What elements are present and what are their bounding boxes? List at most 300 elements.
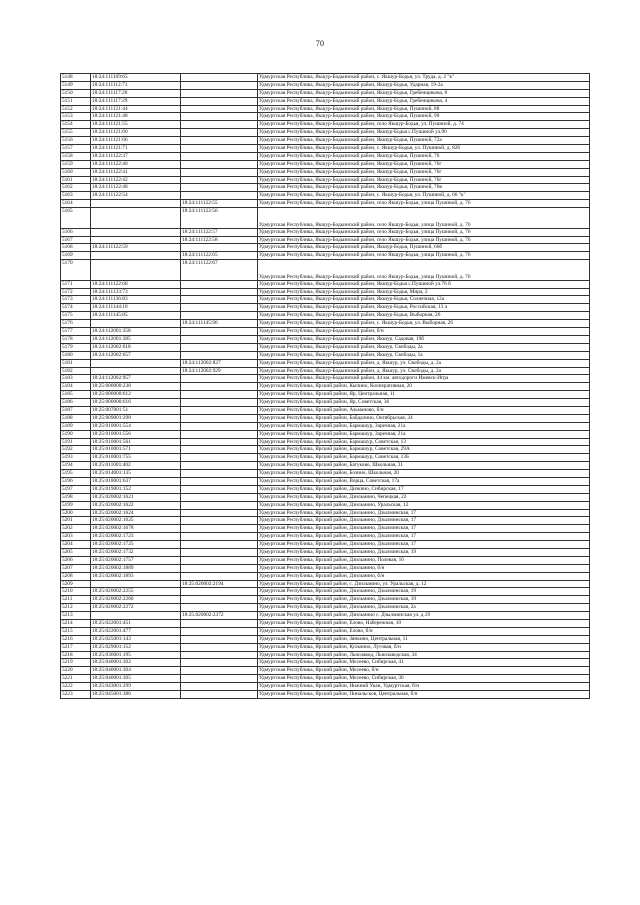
cadastral-number-cell: 18:25:020002:1624	[91, 509, 181, 517]
cadastral-number-cell: 18:25:045001:386	[91, 691, 181, 699]
table-row	[61, 200, 590, 208]
cadastral-number-cell: 18:25:010001:571	[91, 446, 181, 454]
address-cell: Удмуртская Республика, Ярский район, Дзильмино, Дзылминская, 19	[258, 588, 590, 596]
cadastral-number-cell	[91, 367, 181, 375]
row-number-cell: 5175	[61, 312, 91, 320]
cadastral-number-alt-cell	[181, 675, 258, 683]
cadastral-number-cell: 18:25:020002:1621	[91, 493, 181, 501]
address-cell: Удмуртская Республика, Ярский район, Дзильмино, Полевая, 16	[258, 556, 590, 564]
cadastral-number-cell	[91, 200, 181, 208]
cadastral-number-alt-cell: 18:25:020002:2372	[181, 612, 258, 620]
address-cell: Удмуртская Республика, Якшур-Бодьинский район, Якшур-Бодья, Пушиной, 76г	[258, 176, 590, 184]
cadastral-number-alt-cell	[181, 604, 258, 612]
row-number-cell: 5171	[61, 280, 91, 288]
address-cell: Удмуртская Республика, Якшур-Бодьинский район, Якшур-Бодья, Пушиной, 66б	[258, 244, 590, 252]
cadastral-number-alt-cell	[181, 509, 258, 517]
cadastral-number-cell: 18:25:000000:616	[91, 399, 181, 407]
cadastral-number-alt-cell	[181, 683, 258, 691]
address-cell: Удмуртская Республика, Ярский район, Дзильмино, Дзылминская, 19	[258, 548, 590, 556]
row-number-cell: 5149	[61, 81, 91, 89]
row-number-cell: 5164	[61, 200, 91, 208]
cadastral-number-cell: 18:24:111117:29	[91, 97, 181, 105]
row-number-cell: 5209	[61, 580, 91, 588]
cadastral-number-alt-cell	[181, 446, 258, 454]
table-row	[61, 145, 590, 153]
address-cell: Удмуртская Республика, Ярский район, Дзильмино, Уральская, 12	[258, 501, 590, 509]
cadastral-number-cell: 18:24:111136:83	[91, 296, 181, 304]
cadastral-number-cell: 18:24:111121:71	[91, 145, 181, 153]
row-number-cell: 5174	[61, 304, 91, 312]
table-row	[61, 462, 590, 470]
cadastral-number-alt-cell	[181, 470, 258, 478]
cadastral-number-alt-cell: 18:24:111122:65	[181, 252, 258, 260]
address-cell: Удмуртская Республика, Ярский район, Кычино, Кооперативная, 20	[258, 383, 590, 391]
table-row	[61, 588, 590, 596]
table-row	[61, 192, 590, 200]
cadastral-number-alt-cell	[181, 176, 258, 184]
cadastral-number-cell: 18:25:014001:135	[91, 470, 181, 478]
row-number-cell: 5191	[61, 438, 91, 446]
row-number-cell: 5208	[61, 572, 91, 580]
row-number-cell: 5214	[61, 620, 91, 628]
cadastral-number-cell: 18:25:029001:152	[91, 643, 181, 651]
row-number-cell: 5196	[61, 477, 91, 485]
address-cell: Удмуртская Республика, Ярский район, Дзильмино, Дзылминская, 17	[258, 509, 590, 517]
table-row	[61, 470, 590, 478]
cadastral-number-cell: 18:24:111122:37	[91, 152, 181, 160]
address-cell: Удмуртская Республика, Ярский район, Кульчино, Луговая, б/н	[258, 643, 590, 651]
row-number-cell: 5215	[61, 627, 91, 635]
cadastral-number-cell	[91, 236, 181, 244]
cadastral-number-cell: 18:25:020002:1757	[91, 556, 181, 564]
cadastral-number-alt-cell	[181, 343, 258, 351]
cadastral-number-alt-cell: 18:24:111145:90	[181, 320, 258, 328]
cadastral-number-alt-cell: 18:24:111122:55	[181, 200, 258, 208]
table-row	[61, 81, 590, 89]
row-number-cell: 5161	[61, 176, 91, 184]
address-cell: Удмуртская Республика, Ярский район, Бармашур, Советская, 29А	[258, 446, 590, 454]
cadastral-number-alt-cell	[181, 304, 258, 312]
cadastral-number-alt-cell	[181, 667, 258, 675]
row-number-cell: 5202	[61, 525, 91, 533]
address-cell: Удмуртская Республика, Якшур-Бодьинский район, Якшур-Бодья, Мира, 2	[258, 288, 590, 296]
row-number-cell: 5170	[61, 260, 91, 281]
cadastral-number-alt-cell	[181, 643, 258, 651]
address-cell: Удмуртская Республика, Якшур-Бодьинский район, Якшур-Бодья, Ударная, 19-2а	[258, 81, 590, 89]
address-cell: Удмуртская Республика, Якшур-Бодьинский район, с. Якшур-Бодья, ул. Труда, д. 2 "к"	[258, 74, 590, 82]
cadastral-number-alt-cell	[181, 375, 258, 383]
table-row	[61, 312, 590, 320]
address-cell: Удмуртская Республика, Якшур-Бодьинский район, Якшур-Бодья, Пушиной, 72а	[258, 137, 590, 145]
table-row	[61, 399, 590, 407]
table-row	[61, 335, 590, 343]
row-number-cell: 5206	[61, 556, 91, 564]
cadastral-number-cell: 18:24:111122:48	[91, 184, 181, 192]
row-number-cell: 5185	[61, 391, 91, 399]
cadastral-number-cell: 18:25:020002:1889	[91, 564, 181, 572]
cadastral-number-cell: 18:24:112002:618	[91, 343, 181, 351]
address-cell: Удмуртская Республика, Якшур-Бодьинский район, с. Якшур-Бодья, ул. Выборная, 26	[258, 320, 590, 328]
cadastral-number-cell: 18:24:111122:68	[91, 280, 181, 288]
address-cell: Удмуртская Республика, Ярский район, Яр, Центральная, 11	[258, 391, 590, 399]
address-cell: Удмуртская Республика, Ярский район, Пинальсков, Центральная, б/н	[258, 691, 590, 699]
cadastral-number-cell: 18:24:112002:957	[91, 375, 181, 383]
table-row	[61, 121, 590, 129]
table-row	[61, 168, 590, 176]
table-row	[61, 406, 590, 414]
cadastral-number-cell: 18:25:000000:238	[91, 383, 181, 391]
table-row	[61, 430, 590, 438]
table-row	[61, 675, 590, 683]
address-cell: Удмуртская Республика, Якшур-Бодьинский район, 44 км. автодороги Ижевск-Игра	[258, 375, 590, 383]
cadastral-number-alt-cell: 18:24:111122:57	[181, 228, 258, 236]
cadastral-number-alt-cell	[181, 288, 258, 296]
table-row	[61, 228, 590, 236]
cadastral-number-alt-cell	[181, 525, 258, 533]
cadastral-number-alt-cell	[181, 493, 258, 501]
row-number-cell: 5217	[61, 643, 91, 651]
cadastral-number-alt-cell	[181, 184, 258, 192]
address-cell: Удмуртская Республика, Якшур-Бодьинский район, Якшур-Бодья, Гребенщикова, 8	[258, 89, 590, 97]
row-number-cell: 5162	[61, 184, 91, 192]
row-number-cell: 5154	[61, 121, 91, 129]
cadastral-number-alt-cell	[181, 462, 258, 470]
address-cell: Удмуртская Республика, Якшур-Бодьинский район, Якшур-Бодья, Российская, 13 а	[258, 304, 590, 312]
address-cell: Удмуртская Республика, Ярский район, Дзильмино с. Дзылминская ул. д.19	[258, 612, 590, 620]
table-row	[61, 129, 590, 137]
cadastral-number-cell: 18:24:111145:85	[91, 312, 181, 320]
address-cell: Удмуртская Республика, Якшур-Бодьинский район, Якшур, Свободы, 2а	[258, 343, 590, 351]
cadastral-number-alt-cell	[181, 548, 258, 556]
cadastral-number-cell: 18:25:019001:152	[91, 485, 181, 493]
cadastral-number-alt-cell	[181, 635, 258, 643]
table-row	[61, 351, 590, 359]
row-number-cell: 5203	[61, 533, 91, 541]
row-number-cell: 5158	[61, 152, 91, 160]
cadastral-number-cell: 18:25:020002:1723	[91, 533, 181, 541]
address-cell: Удмуртская Республика, Якшур-Бодьинский район, Якшур-Бодья, Пушиной, 76г	[258, 160, 590, 168]
table-row	[61, 485, 590, 493]
table-row	[61, 659, 590, 667]
cadastral-number-alt-cell	[181, 160, 258, 168]
table-row	[61, 343, 590, 351]
table-row	[61, 422, 590, 430]
address-cell: Удмуртская Республика, Ярский район, Дзильмино, Дзылминская, 17	[258, 541, 590, 549]
address-cell: Удмуртская Республика, Ярский район, Дзильмино, б/н	[258, 564, 590, 572]
address-cell: Удмуртская Республика, Ярский район, Мосеево, Сибирская, 41	[258, 659, 590, 667]
table-row	[61, 97, 590, 105]
row-number-cell: 5186	[61, 399, 91, 407]
table-row	[61, 691, 590, 699]
table-row	[61, 288, 590, 296]
table-row	[61, 627, 590, 635]
table-row	[61, 564, 590, 572]
cadastral-number-cell: 18:25:043001:299	[91, 683, 181, 691]
address-cell: Удмуртская Республика, Ярский район, Бозино, Школьная, 20	[258, 470, 590, 478]
address-cell: Удмуртская Республика, Якшур-Бодьинский район, село Якшур-Бодья, улица Пушиной, д. 76	[258, 260, 590, 281]
address-cell: Удмуртская Республика, Якшур-Бодьинский район, Якшур-Бодья, Пушиной, 76г	[258, 168, 590, 176]
address-cell: Удмуртская Республика, Якшур-Бодьинский район, Якшур-Бодья с.Пушиной ул.76 б	[258, 280, 590, 288]
address-cell: Удмуртская Республика, Якшур-Бодьинский район, Якшур-Бодья с.Пушиной ул.90	[258, 129, 590, 137]
row-number-cell: 5193	[61, 454, 91, 462]
cadastral-number-alt-cell	[181, 351, 258, 359]
cadastral-number-cell: 18:24:112001:358	[91, 328, 181, 336]
cadastral-number-alt-cell	[181, 399, 258, 407]
table-row	[61, 596, 590, 604]
table-row	[61, 548, 590, 556]
row-number-cell: 5150	[61, 89, 91, 97]
cadastral-number-cell: 18:25:007001:51	[91, 406, 181, 414]
address-cell: Удмуртская Республика, Ярский район, с. Дзильмино, ул. Уральская, д. 12	[258, 580, 590, 588]
cadastral-number-alt-cell	[181, 651, 258, 659]
cadastral-number-cell	[91, 580, 181, 588]
table-row	[61, 501, 590, 509]
address-cell: Удмуртская Республика, Якшур-Бодьинский район, Якшур-Бодья, Пушиной, 88	[258, 105, 590, 113]
row-number-cell: 5221	[61, 675, 91, 683]
cadastral-number-alt-cell	[181, 414, 258, 422]
cadastral-number-cell: 18:24:111121:66	[91, 137, 181, 145]
row-number-cell: 5195	[61, 470, 91, 478]
table-row	[61, 446, 590, 454]
table-row	[61, 260, 590, 281]
row-number-cell: 5160	[61, 168, 91, 176]
cadastral-number-alt-cell	[181, 312, 258, 320]
row-number-cell: 5165	[61, 208, 91, 229]
row-number-cell: 5194	[61, 462, 91, 470]
cadastral-number-cell	[91, 208, 181, 229]
address-cell: Удмуртская Республика, Якшур-Бодьинский район, село Якшур-Бодья, улица Пушиной, д. 76	[258, 200, 590, 208]
address-cell: Удмуртская Республика, Ярский район, Дзильмино, Дзылминская, 17	[258, 533, 590, 541]
row-number-cell: 5201	[61, 517, 91, 525]
cadastral-number-alt-cell	[181, 152, 258, 160]
cadastral-number-cell: 18:24:111122:59	[91, 244, 181, 252]
cadastral-number-alt-cell	[181, 691, 258, 699]
cadastral-number-alt-cell	[181, 74, 258, 82]
cadastral-number-cell: 18:24:111144:18	[91, 304, 181, 312]
table-row	[61, 367, 590, 375]
cadastral-number-cell: 18:24:112002:657	[91, 351, 181, 359]
table-row	[61, 328, 590, 336]
row-number-cell: 5207	[61, 564, 91, 572]
cadastral-number-alt-cell: 18:24:111122:67	[181, 260, 258, 281]
table-row	[61, 252, 590, 260]
cadastral-number-cell: 18:25:025001:143	[91, 635, 181, 643]
cadastral-number-alt-cell	[181, 168, 258, 176]
address-cell: Удмуртская Республика, Ярский район, Мосеево, б/н	[258, 667, 590, 675]
cadastral-number-cell: 18:24:111122:54	[91, 192, 181, 200]
row-number-cell: 5218	[61, 651, 91, 659]
address-cell: Удмуртская Республика, Якшур-Бодьинский район, Якшур, Свободы, 1а	[258, 351, 590, 359]
row-number-cell: 5220	[61, 667, 91, 675]
address-cell: Удмуртская Республика, Ярский район, Бармашур, Советская, 13Б	[258, 454, 590, 462]
address-cell: Удмуртская Республика, Ярский район, Дизкино, Сибирская, 17	[258, 485, 590, 493]
row-number-cell: 5153	[61, 113, 91, 121]
cadastral-number-cell: 18:24:111133:73	[91, 288, 181, 296]
cadastral-number-alt-cell	[181, 501, 258, 509]
address-cell: Удмуртская Республика, Ярский район, Дзильмино, Дзылминская, 17	[258, 525, 590, 533]
cadastral-number-alt-cell	[181, 145, 258, 153]
address-cell: Удмуртская Республика, Ярский район, Мосеево, Сибирская, 30	[258, 675, 590, 683]
row-number-cell: 5219	[61, 659, 91, 667]
row-number-cell: 5200	[61, 509, 91, 517]
row-number-cell: 5216	[61, 635, 91, 643]
cadastral-number-alt-cell	[181, 454, 258, 462]
cadastral-number-cell: 18:25:000000:612	[91, 391, 181, 399]
address-cell: Удмуртская Республика, Якшур-Бодьинский район, Якшур-Бодья, Выборная, 26	[258, 312, 590, 320]
table-row	[61, 296, 590, 304]
table-row	[61, 612, 590, 620]
cadastral-number-alt-cell	[181, 89, 258, 97]
table-row	[61, 541, 590, 549]
cadastral-number-alt-cell	[181, 391, 258, 399]
row-number-cell: 5188	[61, 414, 91, 422]
row-number-cell: 5223	[61, 691, 91, 699]
cadastral-number-cell: 18:24:111122:40	[91, 160, 181, 168]
page-number: 70	[315, 39, 325, 48]
cadastral-number-cell	[91, 228, 181, 236]
address-cell: Удмуртская Республика, Якшур-Бодьинский район, село Якшур-Бодья, ул. Пушиной, д. 74	[258, 121, 590, 129]
cadastral-number-cell: 18:24:111121:48	[91, 113, 181, 121]
cadastral-number-cell: 18:25:040001:302	[91, 659, 181, 667]
cadastral-number-alt-cell	[181, 383, 258, 391]
cadastral-number-cell: 18:25:022001:477	[91, 627, 181, 635]
row-number-cell: 5205	[61, 548, 91, 556]
table-row	[61, 683, 590, 691]
table-row	[61, 236, 590, 244]
cadastral-number-cell: 18:25:020002:1622	[91, 501, 181, 509]
cadastral-number-alt-cell	[181, 541, 258, 549]
row-number-cell: 5155	[61, 129, 91, 137]
cadastral-number-cell: 18:25:009001:298	[91, 414, 181, 422]
cadastral-number-alt-cell	[181, 422, 258, 430]
row-number-cell: 5212	[61, 604, 91, 612]
row-number-cell: 5176	[61, 320, 91, 328]
table-row	[61, 208, 590, 229]
cadastral-number-cell	[91, 320, 181, 328]
cadastral-number-alt-cell	[181, 192, 258, 200]
row-number-cell: 5210	[61, 588, 91, 596]
address-cell: Удмуртская Республика, Ярский район, Дзильмино, б/н	[258, 572, 590, 580]
address-cell: Удмуртская Республика, Ярский район, Елово, б/н	[258, 627, 590, 635]
cadastral-number-alt-cell	[181, 620, 258, 628]
cadastral-number-cell: 18:25:020002:1725	[91, 541, 181, 549]
row-number-cell: 5152	[61, 105, 91, 113]
cadastral-number-alt-cell: 18:24:111122:56	[181, 208, 258, 229]
row-number-cell: 5159	[61, 160, 91, 168]
cadastral-number-alt-cell: 18:24:112002:827	[181, 359, 258, 367]
table-row	[61, 304, 590, 312]
row-number-cell: 5192	[61, 446, 91, 454]
cadastral-number-alt-cell	[181, 430, 258, 438]
table-row	[61, 280, 590, 288]
cadastral-number-alt-cell	[181, 406, 258, 414]
table-row	[61, 160, 590, 168]
address-cell: Удмуртская Республика, Якшур-Бодьинский район, Якшур-Бодья, Пушиной, 76	[258, 152, 590, 160]
address-cell: Удмуртская Республика, Ярский район, Байдалино, Октябрьская, 24	[258, 414, 590, 422]
table-row	[61, 375, 590, 383]
address-cell: Удмуртская Республика, Ярский район, Льнозавод, Льнозаводская, 34	[258, 651, 590, 659]
table-row	[61, 651, 590, 659]
cadastral-number-cell: 18:24:111122:42	[91, 176, 181, 184]
address-cell: Удмуртская Республика, Ярский район, Нижний Укан, Удмуртская, б/н	[258, 683, 590, 691]
address-cell: Удмуртская Республика, Якшур-Бодьинский район, село Якшур-Бодья, улица Пушиной, д. 76	[258, 208, 590, 229]
cadastral-number-alt-cell	[181, 121, 258, 129]
table-row	[61, 525, 590, 533]
address-cell: Удмуртская Республика, Якшур-Бодьинский район, д. Якшур, ул. Свободы, д. 2а	[258, 359, 590, 367]
address-cell: Удмуртская Республика, Якшур-Бодьинский район, Якшур-Бодья, Солнечная, 12а	[258, 296, 590, 304]
row-number-cell: 5169	[61, 252, 91, 260]
row-number-cell: 5177	[61, 328, 91, 336]
cadastral-number-alt-cell	[181, 129, 258, 137]
address-cell: Удмуртская Республика, Якшур-Бодьинский район, б/н	[258, 328, 590, 336]
table-row	[61, 113, 590, 121]
address-cell: Удмуртская Республика, Якшур-Бодьинский район, Якшур-Бодья, Пушиной, 90	[258, 113, 590, 121]
cadastral-number-alt-cell	[181, 438, 258, 446]
cadastral-number-cell: 18:25:020002:1732	[91, 548, 181, 556]
cadastral-number-cell: 18:24:111109:65	[91, 74, 181, 82]
cadastral-number-cell	[91, 359, 181, 367]
table-row	[61, 391, 590, 399]
row-number-cell: 5222	[61, 683, 91, 691]
address-cell: Удмуртская Республика, Якшур-Бодьинский район, село Якшур-Бодья, улица Пушиной, д. 76	[258, 236, 590, 244]
row-number-cell: 5179	[61, 343, 91, 351]
table-row	[61, 184, 590, 192]
cadastral-number-alt-cell	[181, 244, 258, 252]
cadastral-number-cell: 18:25:020002:2255	[91, 588, 181, 596]
cadastral-number-cell: 18:24:112001:385	[91, 335, 181, 343]
cadastral-number-cell: 18:25:010001:554	[91, 422, 181, 430]
row-number-cell: 5189	[61, 422, 91, 430]
cadastral-number-alt-cell	[181, 485, 258, 493]
address-cell: Удмуртская Республика, Якшур-Бодьинский район, село Якшур-Бодья, улица Пушиной, д. 76	[258, 252, 590, 260]
table-row	[61, 635, 590, 643]
cadastral-number-alt-cell	[181, 328, 258, 336]
table-row	[61, 438, 590, 446]
table-row	[61, 359, 590, 367]
address-cell: Удмуртская Республика, Ярский район, Бармашур, Советская, 13	[258, 438, 590, 446]
cadastral-number-cell: 18:25:010001:556	[91, 430, 181, 438]
table-row	[61, 556, 590, 564]
table-row	[61, 477, 590, 485]
row-number-cell: 5190	[61, 430, 91, 438]
cadastral-number-cell: 18:24:111112:71	[91, 81, 181, 89]
row-number-cell: 5182	[61, 367, 91, 375]
row-number-cell: 5197	[61, 485, 91, 493]
cadastral-number-cell: 18:25:011001:402	[91, 462, 181, 470]
address-cell: Удмуртская Республика, Якшур-Бодьинский район, с. Якшур-Бодья, ул. Пушиной, д. 82б	[258, 145, 590, 153]
row-number-cell: 5156	[61, 137, 91, 145]
address-cell: Удмуртская Республика, Ярский район, Бармашур, Заречная, 21а	[258, 422, 590, 430]
row-number-cell: 5187	[61, 406, 91, 414]
cadastral-number-cell: 18:24:111121:60	[91, 129, 181, 137]
row-number-cell: 5168	[61, 244, 91, 252]
table-row	[61, 643, 590, 651]
property-registry-table	[60, 73, 590, 699]
cadastral-number-cell: 18:24:111121:44	[91, 105, 181, 113]
address-cell: Удмуртская Республика, Якшур-Бодьинский район, село Якшур-Бодья, улица Пушиной, д. 76	[258, 228, 590, 236]
table-row	[61, 105, 590, 113]
table-row	[61, 517, 590, 525]
table-row	[61, 572, 590, 580]
address-cell: Удмуртская Республика, Ярский район, Дзильмино, Дзылминская, 2а	[258, 604, 590, 612]
row-number-cell: 5166	[61, 228, 91, 236]
cadastral-number-alt-cell	[181, 296, 258, 304]
table-row	[61, 493, 590, 501]
table-row	[61, 320, 590, 328]
table-row	[61, 580, 590, 588]
cadastral-number-cell: 18:25:040001:304	[91, 667, 181, 675]
row-number-cell: 5199	[61, 501, 91, 509]
